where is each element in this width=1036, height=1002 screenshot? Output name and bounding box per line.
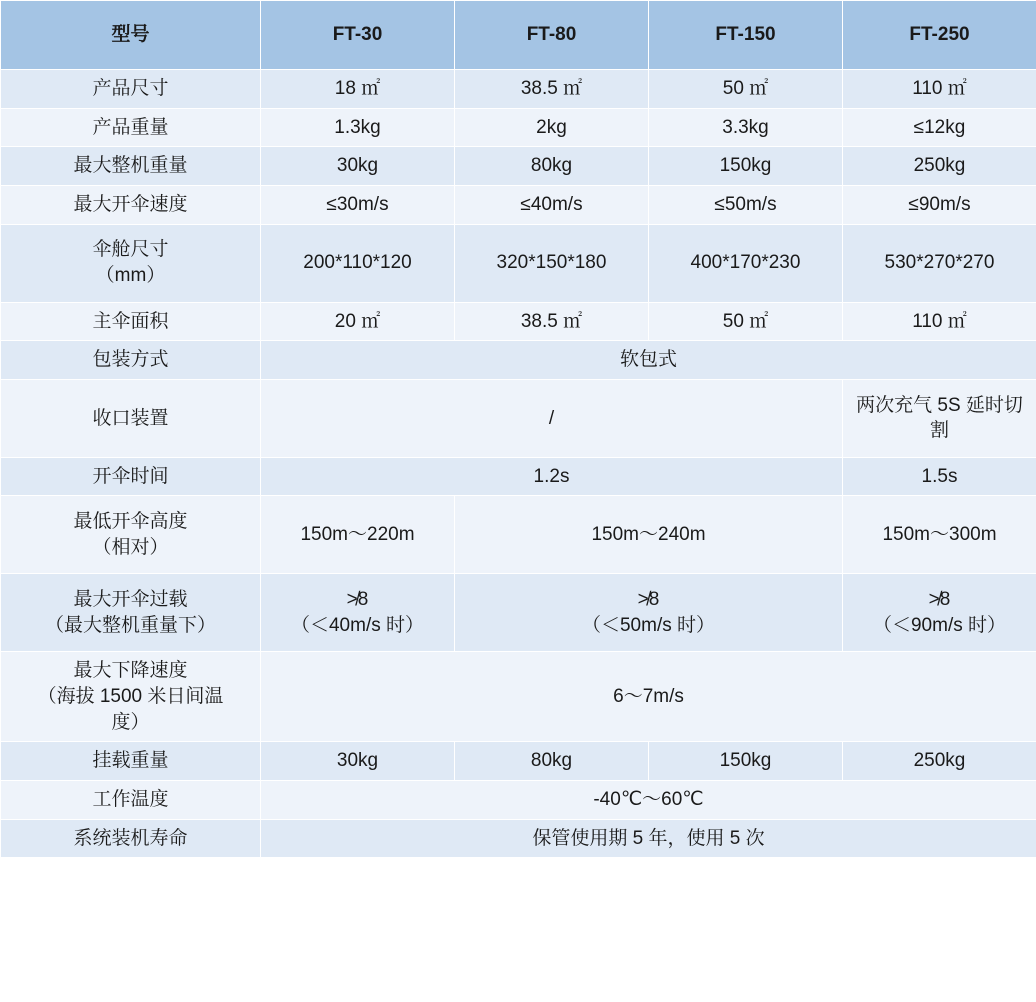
row-label: 产品重量 xyxy=(1,108,261,147)
cell-value: 150kg xyxy=(649,742,843,781)
row-label-line1: 伞舱尺寸 xyxy=(92,239,169,261)
cell-value: 110 ㎡ xyxy=(843,302,1036,341)
row-label: 开伞时间 xyxy=(1,457,261,496)
cell-value: ≤30m/s xyxy=(261,185,455,224)
table-header xyxy=(1,1,1036,70)
cell-value: 530*270*270 xyxy=(843,224,1036,302)
row-label: 收口装置 xyxy=(1,379,261,457)
cell-value: 6～7m/s xyxy=(261,652,1036,742)
row-label: 最大开伞速度 xyxy=(1,185,261,224)
table-row xyxy=(1,185,1036,224)
cell-value xyxy=(843,574,1036,652)
cell-value: 200*110*120 xyxy=(261,224,455,302)
cell-value: 软包式 xyxy=(261,341,1036,380)
row-label: 包装方式 xyxy=(1,341,261,380)
row-label-line2: （最大整机重量下） xyxy=(44,614,216,636)
cell-value: ≤12kg xyxy=(843,108,1036,147)
cell-value: 20 ㎡ xyxy=(261,302,455,341)
row-label: 最大整机重量 xyxy=(1,147,261,186)
row-label: 主伞面积 xyxy=(1,302,261,341)
table-body xyxy=(1,70,1036,858)
table-row xyxy=(1,379,1036,457)
cell-value: 250kg xyxy=(843,147,1036,186)
cell-value: ≤40m/s xyxy=(455,185,649,224)
table-row xyxy=(1,742,1036,781)
cell-value: 400*170*230 xyxy=(649,224,843,302)
column-header-ft250: FT-250 xyxy=(843,1,1036,70)
cell-value: 38.5 ㎡ xyxy=(455,302,649,341)
header-row xyxy=(1,1,1036,70)
table-row xyxy=(1,457,1036,496)
cell-value: 50 ㎡ xyxy=(649,70,843,109)
cell-value: 2kg xyxy=(455,108,649,147)
column-header-ft30: FT-30 xyxy=(261,1,455,70)
column-header-ft150: FT-150 xyxy=(649,1,843,70)
cell-value: 3.3kg xyxy=(649,108,843,147)
column-header-model: 型号 xyxy=(1,1,261,70)
cell-value: 110 ㎡ xyxy=(843,70,1036,109)
cell-value: 18 ㎡ xyxy=(261,70,455,109)
table-row xyxy=(1,108,1036,147)
table-row xyxy=(1,224,1036,302)
cell-value: 保管使用期 5 年，使用 5 次 xyxy=(261,819,1036,858)
cell-value xyxy=(261,574,455,652)
cell-value: -40℃～60℃ xyxy=(261,781,1036,820)
table-row xyxy=(1,819,1036,858)
table-row xyxy=(1,302,1036,341)
row-label-line2: （mm） xyxy=(95,265,166,287)
cell-value: 30kg xyxy=(261,742,455,781)
table-row xyxy=(1,652,1036,742)
row-label xyxy=(1,224,261,302)
cell-value: 150m～220m xyxy=(261,496,455,574)
row-label-line3: 度） xyxy=(111,711,150,733)
cell-value-line1: ≯8 xyxy=(346,589,369,611)
row-label xyxy=(1,496,261,574)
table-row xyxy=(1,147,1036,186)
row-label xyxy=(1,574,261,652)
cell-value: 80kg xyxy=(455,742,649,781)
row-label-line1: 最低开伞高度 xyxy=(73,511,188,533)
cell-value: ≤50m/s xyxy=(649,185,843,224)
cell-value-line2: （＜90m/s 时） xyxy=(872,614,1007,636)
table-row xyxy=(1,70,1036,109)
cell-value xyxy=(455,574,843,652)
cell-value: 30kg xyxy=(261,147,455,186)
row-label xyxy=(1,652,261,742)
table-row xyxy=(1,496,1036,574)
row-label: 工作温度 xyxy=(1,781,261,820)
row-label: 挂载重量 xyxy=(1,742,261,781)
cell-value-line2: （＜40m/s 时） xyxy=(290,614,425,636)
cell-value: 1.3kg xyxy=(261,108,455,147)
cell-value: 1.2s xyxy=(261,457,843,496)
cell-value: 150kg xyxy=(649,147,843,186)
cell-value: 150m～240m xyxy=(455,496,843,574)
table-row xyxy=(1,574,1036,652)
cell-value: / xyxy=(261,379,843,457)
cell-value: 320*150*180 xyxy=(455,224,649,302)
cell-value: 两次充气 5S 延时切割 xyxy=(843,379,1036,457)
column-header-ft80: FT-80 xyxy=(455,1,649,70)
cell-value: ≤90m/s xyxy=(843,185,1036,224)
cell-value-line2: （＜50m/s 时） xyxy=(581,614,716,636)
row-label: 产品尺寸 xyxy=(1,70,261,109)
row-label-line2: （海拔 1500 米日间温 xyxy=(37,686,224,708)
cell-value: 250kg xyxy=(843,742,1036,781)
cell-value-line1: ≯8 xyxy=(928,589,951,611)
cell-value: 50 ㎡ xyxy=(649,302,843,341)
cell-value: 38.5 ㎡ xyxy=(455,70,649,109)
cell-value-line1: ≯8 xyxy=(637,589,660,611)
row-label-line1: 最大下降速度 xyxy=(73,660,188,682)
row-label-line2: （相对） xyxy=(92,536,169,558)
row-label-line1: 最大开伞过载 xyxy=(73,589,188,611)
row-label: 系统装机寿命 xyxy=(1,819,261,858)
cell-value: 80kg xyxy=(455,147,649,186)
table-row xyxy=(1,341,1036,380)
cell-value: 150m～300m xyxy=(843,496,1036,574)
cell-value: 1.5s xyxy=(843,457,1036,496)
table-row xyxy=(1,781,1036,820)
